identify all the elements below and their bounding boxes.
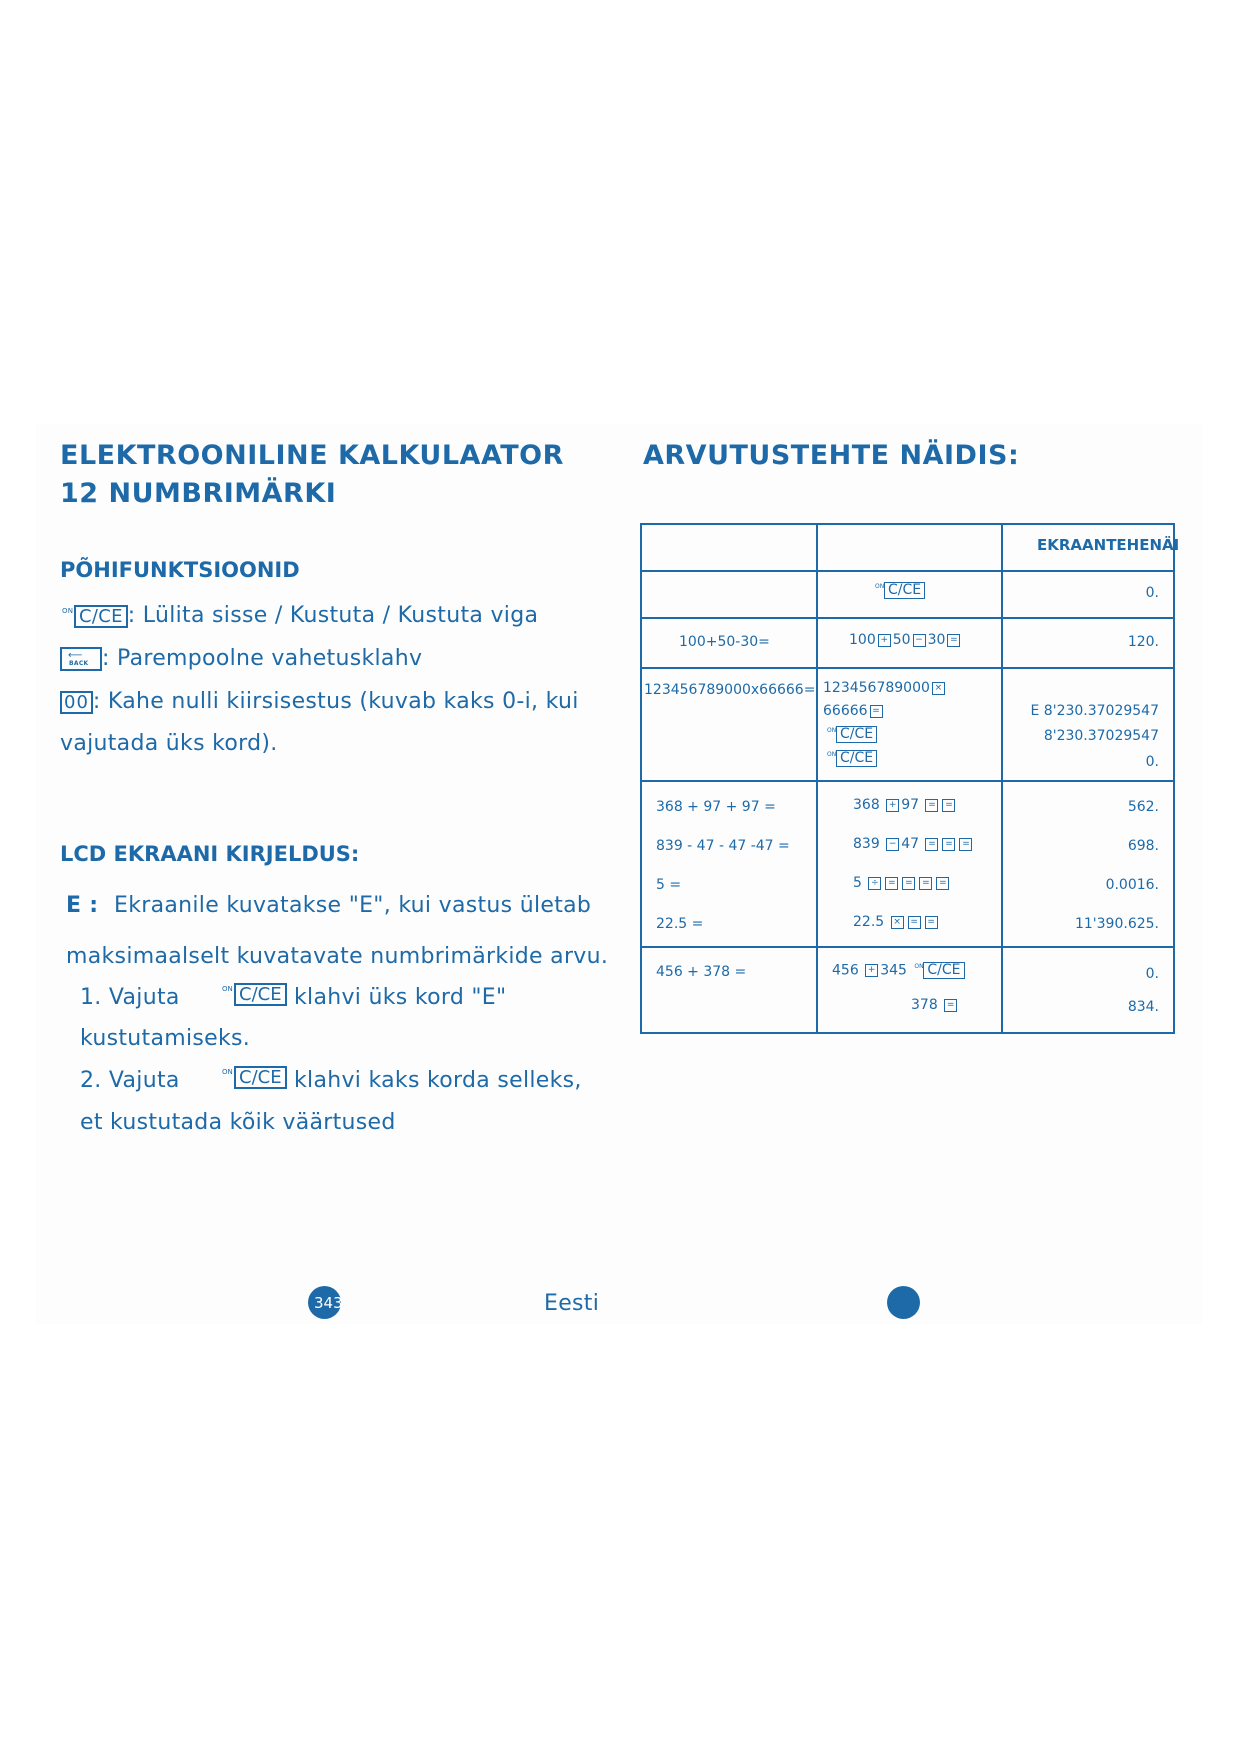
- row4-display-2: 698.: [1127, 838, 1159, 854]
- function-cce: ON C/CE : Lülita sisse / Kustuta / Kustuta viga: [62, 603, 539, 628]
- function-00: 00 : Kahe nulli kiirsisestus (kuvab kaks 0-i, kui: [60, 689, 579, 714]
- equals-key-icon: =: [942, 838, 955, 851]
- plus-key-icon: +: [865, 964, 878, 977]
- cce-key: ON C/CE: [74, 603, 128, 628]
- step1-c: kustutamiseks.: [80, 1026, 251, 1051]
- example-title: ARVUTUSTEHTE NÄIDIS:: [643, 440, 1020, 471]
- minus-key-icon: −: [913, 634, 926, 647]
- equals-key-icon: =: [936, 877, 949, 890]
- row3-keys-3: ON C/CE: [836, 726, 877, 743]
- row3-example: 123456789000x66666=: [644, 682, 816, 698]
- row4-example-3: 5 =: [656, 877, 682, 893]
- footer-language: Eesti: [544, 1291, 600, 1316]
- row1-display: 0.: [1145, 585, 1159, 601]
- row-divider-2: [642, 617, 1173, 619]
- row5-display-2: 834.: [1127, 999, 1159, 1015]
- equals-key-icon: =: [959, 838, 972, 851]
- row3-display-2: 8'230.37029547: [1043, 728, 1159, 744]
- col-divider-2: [1001, 525, 1003, 1032]
- equals-key-icon: =: [925, 838, 938, 851]
- col-divider-1: [816, 525, 818, 1032]
- multiply-key-icon: ×: [932, 682, 945, 695]
- row1-keys: ON C/CE: [884, 582, 925, 599]
- title-line2: 12 NUMBRIMÄRKI: [60, 478, 337, 509]
- multiply-key-icon: ×: [891, 916, 904, 929]
- row5-keys-1: 456 + 345 ON C/CE: [832, 962, 965, 979]
- row-divider-1: [642, 570, 1173, 572]
- minus-key-icon: −: [886, 838, 899, 851]
- equals-key-icon: =: [947, 634, 960, 647]
- row4-keys-4: 22.5 × = =: [853, 914, 940, 930]
- row5-example: 456 + 378 =: [656, 964, 747, 980]
- equals-key-icon: =: [870, 705, 883, 718]
- row2-example: 100+50-30=: [679, 634, 770, 650]
- row4-display-4: 11'390.625.: [1074, 916, 1159, 932]
- divide-key-icon: ÷: [868, 877, 881, 890]
- equals-key-icon: =: [925, 799, 938, 812]
- step2-c: et kustutada kõik väärtused: [80, 1110, 396, 1135]
- row-divider-3: [642, 667, 1173, 669]
- row4-example-2: 839 - 47 - 47 -47 =: [656, 838, 790, 854]
- step1-b: klahvi üks kord "E": [294, 985, 507, 1010]
- step2-b: klahvi kaks korda selleks,: [294, 1068, 582, 1093]
- row-divider-5: [642, 946, 1173, 948]
- row3-keys-2: 66666 =: [823, 703, 885, 719]
- step1-cce-key: ON C/CE: [220, 983, 287, 1006]
- row4-display-3: 0.0016.: [1105, 877, 1159, 893]
- equals-key-icon: =: [919, 877, 932, 890]
- e-text2: maksimaalselt kuvatavate numbrimärkide arvu.: [66, 944, 609, 969]
- e-label: E :: [66, 893, 99, 918]
- equals-key-icon: =: [942, 799, 955, 812]
- function-back: ⟵ BACK : Parempoolne vahetusklahv: [60, 646, 422, 671]
- lcd-heading: LCD EKRAANI KIRJELDUS:: [60, 842, 360, 866]
- row4-example-1: 368 + 97 + 97 =: [656, 799, 776, 815]
- title-line1: ELEKTROONILINE KALKULAATOR: [60, 440, 564, 471]
- row4-example-4: 22.5 =: [656, 916, 704, 932]
- row-divider-4: [642, 780, 1173, 782]
- equals-key-icon: =: [944, 999, 957, 1012]
- step2-cce-key: ON C/CE: [220, 1066, 287, 1089]
- row4-keys-3: 5 ÷ = = = =: [853, 875, 951, 891]
- plus-key-icon: +: [886, 799, 899, 812]
- equals-key-icon: =: [908, 916, 921, 929]
- page-number: 343: [314, 1294, 343, 1312]
- function-00-cont: vajutada üks kord).: [60, 731, 278, 756]
- row3-keys-1: 123456789000 ×: [823, 680, 947, 696]
- row4-keys-1: 368 + 97 = =: [853, 797, 957, 813]
- step1-a: 1. Vajuta: [80, 985, 180, 1010]
- double-zero-key: 00: [60, 691, 93, 714]
- row3-display-1: E 8'230.37029547: [1030, 703, 1159, 719]
- equals-key-icon: =: [885, 877, 898, 890]
- row4-display-1: 562.: [1127, 799, 1159, 815]
- row2-keys: 100 + 50 − 30 =: [849, 632, 962, 648]
- step2-a: 2. Vajuta: [80, 1068, 180, 1093]
- row3-keys-4: ON C/CE: [836, 750, 877, 767]
- equals-key-icon: =: [902, 877, 915, 890]
- row2-display: 120.: [1127, 634, 1159, 650]
- basic-functions-heading: PÕHIFUNKTSIOONID: [60, 558, 300, 582]
- row4-keys-2: 839 − 47 = = =: [853, 836, 974, 852]
- back-key-icon: ⟵ BACK: [60, 647, 102, 671]
- equals-key-icon: =: [925, 916, 938, 929]
- row5-keys-2: 378 =: [911, 997, 959, 1013]
- col3-header: EKRAANTEHENÄI: [1037, 536, 1180, 554]
- footer-dot: [887, 1286, 920, 1319]
- row5-display-1: 0.: [1145, 966, 1159, 982]
- plus-key-icon: +: [878, 634, 891, 647]
- example-table: [640, 523, 1175, 1034]
- row3-display-3: 0.: [1145, 754, 1159, 770]
- e-text: Ekraanile kuvatakse "E", kui vastus ületab: [114, 893, 592, 918]
